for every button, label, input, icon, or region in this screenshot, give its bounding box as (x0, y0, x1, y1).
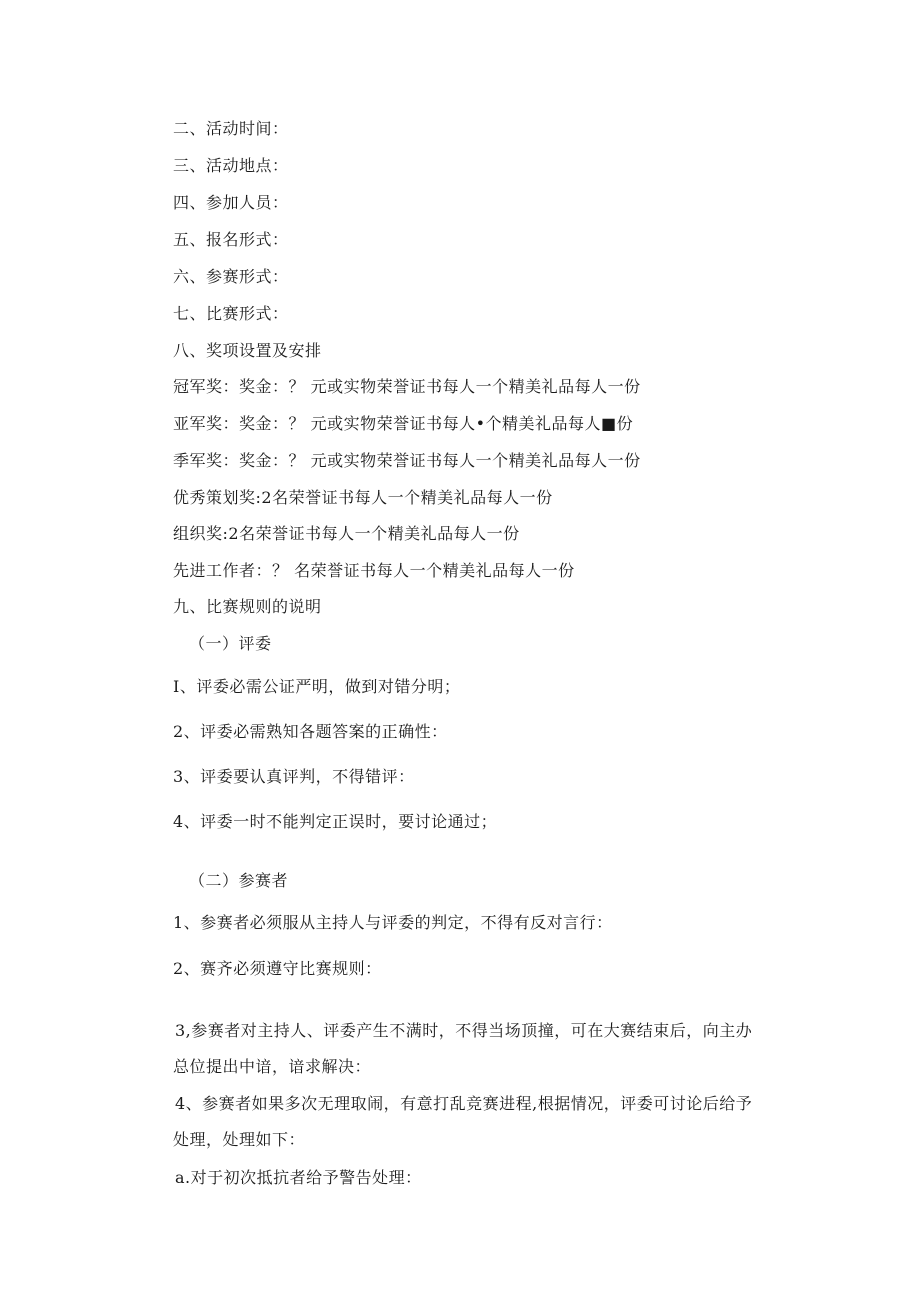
contestant-rule: 2、赛齐必须遵守比赛规则： (173, 959, 382, 978)
award-line: 冠军奖：奖金：？ 元或实物荣誉证书每人一个精美礼品每人一份 (173, 377, 641, 396)
judges-heading: （一）评委 (189, 634, 272, 653)
section-heading-2: 二、活动时间： (173, 119, 289, 138)
rules-heading: 九、比赛规则的说明 (173, 597, 322, 616)
section-heading-6: 六、参赛形式： (173, 267, 289, 286)
judge-rule: 3、评委要认真评判，不得错评： (173, 767, 415, 786)
award-line: 优秀策划奖:2名荣誉证书每人一个精美礼品每人一份 (173, 488, 553, 507)
section-heading-3: 三、活动地点： (173, 156, 289, 175)
contestant-rule-3-line2: 总位提出中谙，谙求解决： (173, 1057, 372, 1076)
award-line: 季军奖：奖金：？ 元或实物荣誉证书每人一个精美礼品每人一份 (173, 451, 641, 470)
contestants-heading: （二）参赛者 (189, 871, 289, 890)
judge-rule: 2、评委必需熟知各题答案的正确性： (173, 722, 448, 741)
contestant-rule-4-line2: 处理，处理如下： (173, 1130, 306, 1149)
contestant-rule-3-line1: 3,参赛者对主持人、评委产生不满时，不得当场顶撞，可在大赛结束后，向主办 (175, 1021, 753, 1040)
contestant-rule: 1、参赛者必须服从主持人与评委的判定，不得有反对言行： (173, 913, 613, 932)
section-heading-8: 八、奖项设置及安排 (173, 341, 322, 360)
judge-rule: 4、评委一时不能判定正误时，要讨论通过； (173, 812, 498, 831)
award-line: 先进工作者：？ 名荣誉证书每人一个精美礼品每人一份 (173, 561, 575, 580)
award-line: 亚军奖：奖金：？ 元或实物荣誉证书每人•个精美礼品每人■份 (173, 414, 634, 433)
award-line: 组织奖:2名荣誉证书每人一个精美礼品每人一份 (173, 524, 520, 543)
contestant-rule-a: a.对于初次抵抗者给予警告处理： (175, 1168, 422, 1187)
section-heading-7: 七、比赛形式： (173, 304, 289, 323)
contestant-rule-4-line1: 4、参赛者如果多次无理取闹，有意打乱竞赛进程,根据情况，评委可讨论后给予 (175, 1094, 753, 1113)
section-heading-5: 五、报名形式： (173, 230, 289, 249)
judge-rule: I、评委必需公证严明，做到对错分明； (173, 677, 461, 696)
section-heading-4: 四、参加人员： (173, 193, 289, 212)
